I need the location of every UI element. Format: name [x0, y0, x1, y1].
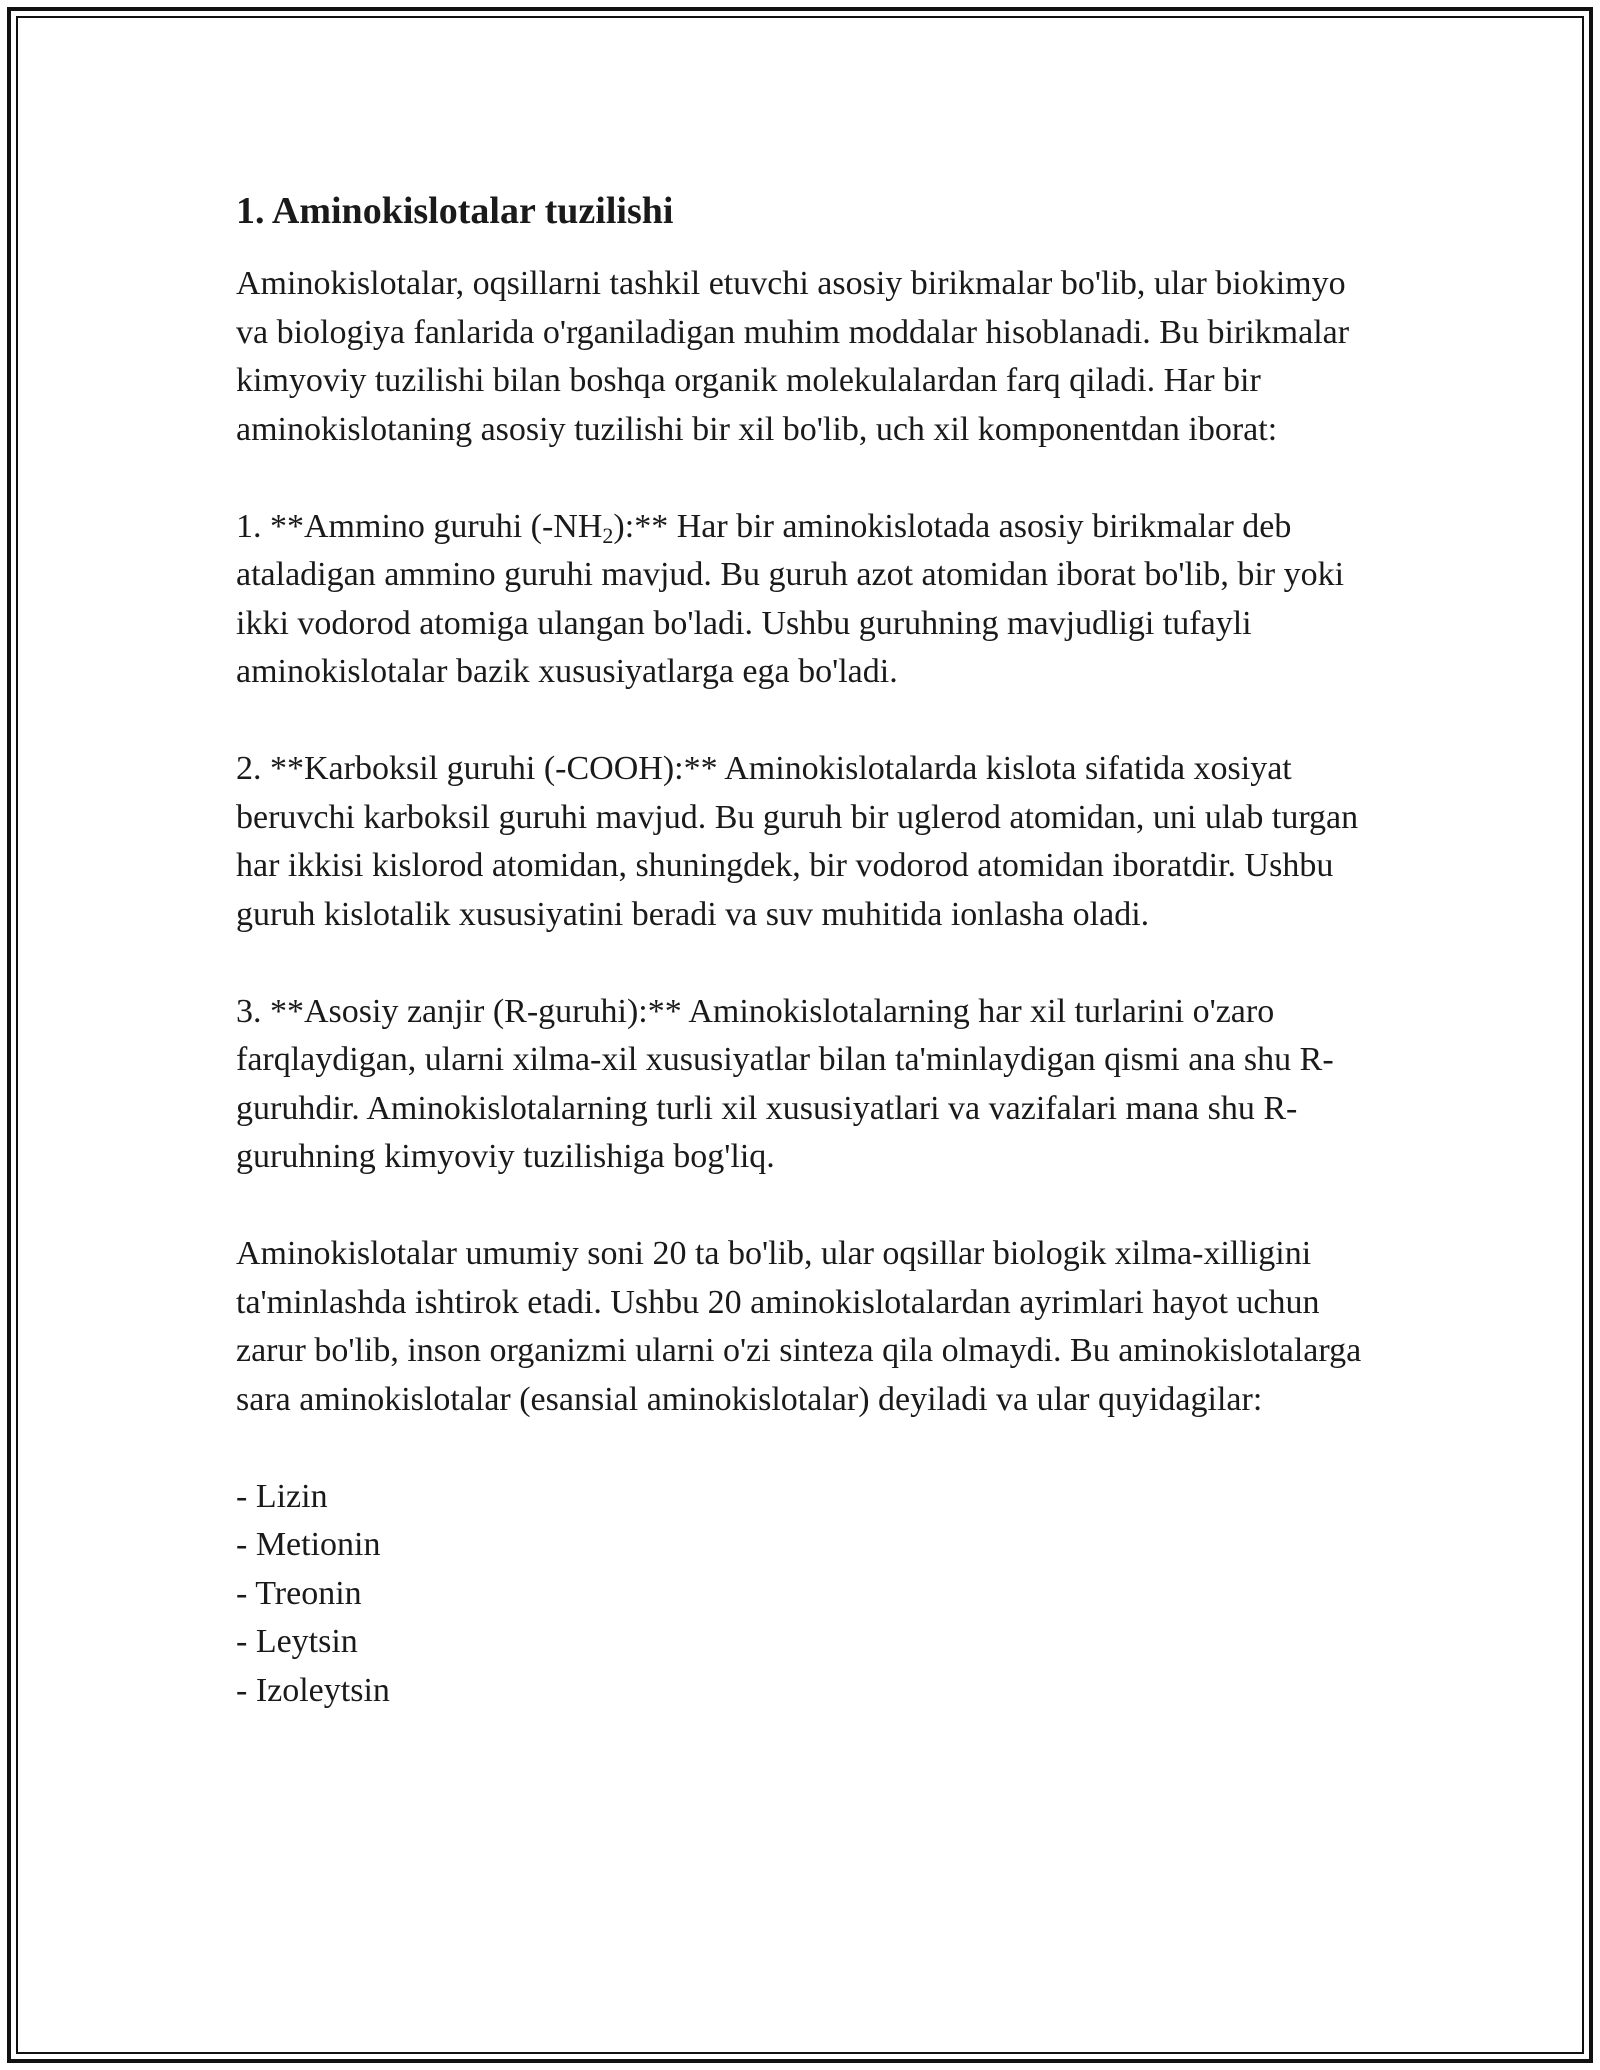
carboxyl-group-paragraph: 2. **Karboksil guruhi (-COOH):** Aminokislotalarda kislota sifatida xosiyat beruvchi karboksil guruhi mavjud. Bu guruh bir uglerod atomidan, uni ulab turgan har ikkisi kislorod atomidan, shuningdek, bir vodorod atomidan iboratdir. Ushbu guruh kislotalik xususiyatini beradi va suv muhitida ionlasha oladi. [236, 750, 1359, 933]
intro-paragraph: Aminokislotalar, oqsillarni tashkil etuvchi asosiy birikmalar bo'lib, ular biokimyo va biologiya fanlarida o'rganiladigan muhim moddalar hisoblanadi. Bu birikmalar kimyoviy tuzilishi bilan boshqa organik molekulalardan farq qiladi. Har bir aminokislotaning asosiy tuzilishi bir xil bo'lib, uch xil komponentdan iborat: [236, 265, 1350, 448]
amino-group-subscript: 2 [602, 522, 614, 548]
paragraph-spacer [236, 454, 1376, 503]
amino-group-paragraph [236, 503, 1376, 697]
amino-group-text-end: ):** Har bir aminokislotada asosiy birikmalar deb ataladigan ammino guruhi mavjud. Bu guruh azot atomidan iborat bo'lib, bir yoki ikki vodorod atomiga ulangan bo'ladi. Ushbu guruhning mavjudligi tufayli aminokislotalar bazik xususiyatlarga ega bo'ladi. [236, 507, 1345, 690]
section-heading: 1. Aminokislotalar tuzilishi [236, 190, 674, 232]
document-body [236, 186, 1376, 1715]
list-item: - Metionin [236, 1526, 381, 1563]
paragraph-spacer [236, 1424, 1376, 1473]
summary-paragraph: Aminokislotalar umumiy soni 20 ta bo'lib, ular oqsillar biologik xilma-xilligini ta'minlashda ishtirok etadi. Ushbu 20 aminokislotalardan ayrimlari hayot uchun zarur bo'lib, inson organizmi ularni o'zi sinteza qila olmaydi. Bu aminokislotalarga sara aminokislotalar (esansial aminokislotalar) deyiladi va ular quyidagilar: [236, 1235, 1362, 1418]
paragraph-spacer [236, 1182, 1376, 1231]
essential-amino-acid-list [236, 1473, 1376, 1716]
list-item: - Lizin [236, 1477, 328, 1515]
paragraph-spacer [236, 697, 1376, 746]
paragraph-spacer [236, 939, 1376, 988]
list-item: - Izoleytsin [236, 1671, 390, 1709]
list-item: - Treonin [236, 1574, 362, 1612]
r-group-paragraph: 3. **Asosiy zanjir (R-guruhi):** Aminokislotalarning har xil turlarini o'zaro farqlaydigan, ularni xilma-xil xususiyatlar bilan ta'minlaydigan qismi ana shu R-guruhdir. Aminokislotalarning turli xil xususiyatlari va vazifalari mana shu R-guruhning kimyoviy tuzilishiga bog'liq. [236, 992, 1334, 1175]
list-item: - Leytsin [236, 1623, 358, 1660]
amino-group-text-start: 1. **Ammino guruhi (-NH [236, 507, 603, 545]
